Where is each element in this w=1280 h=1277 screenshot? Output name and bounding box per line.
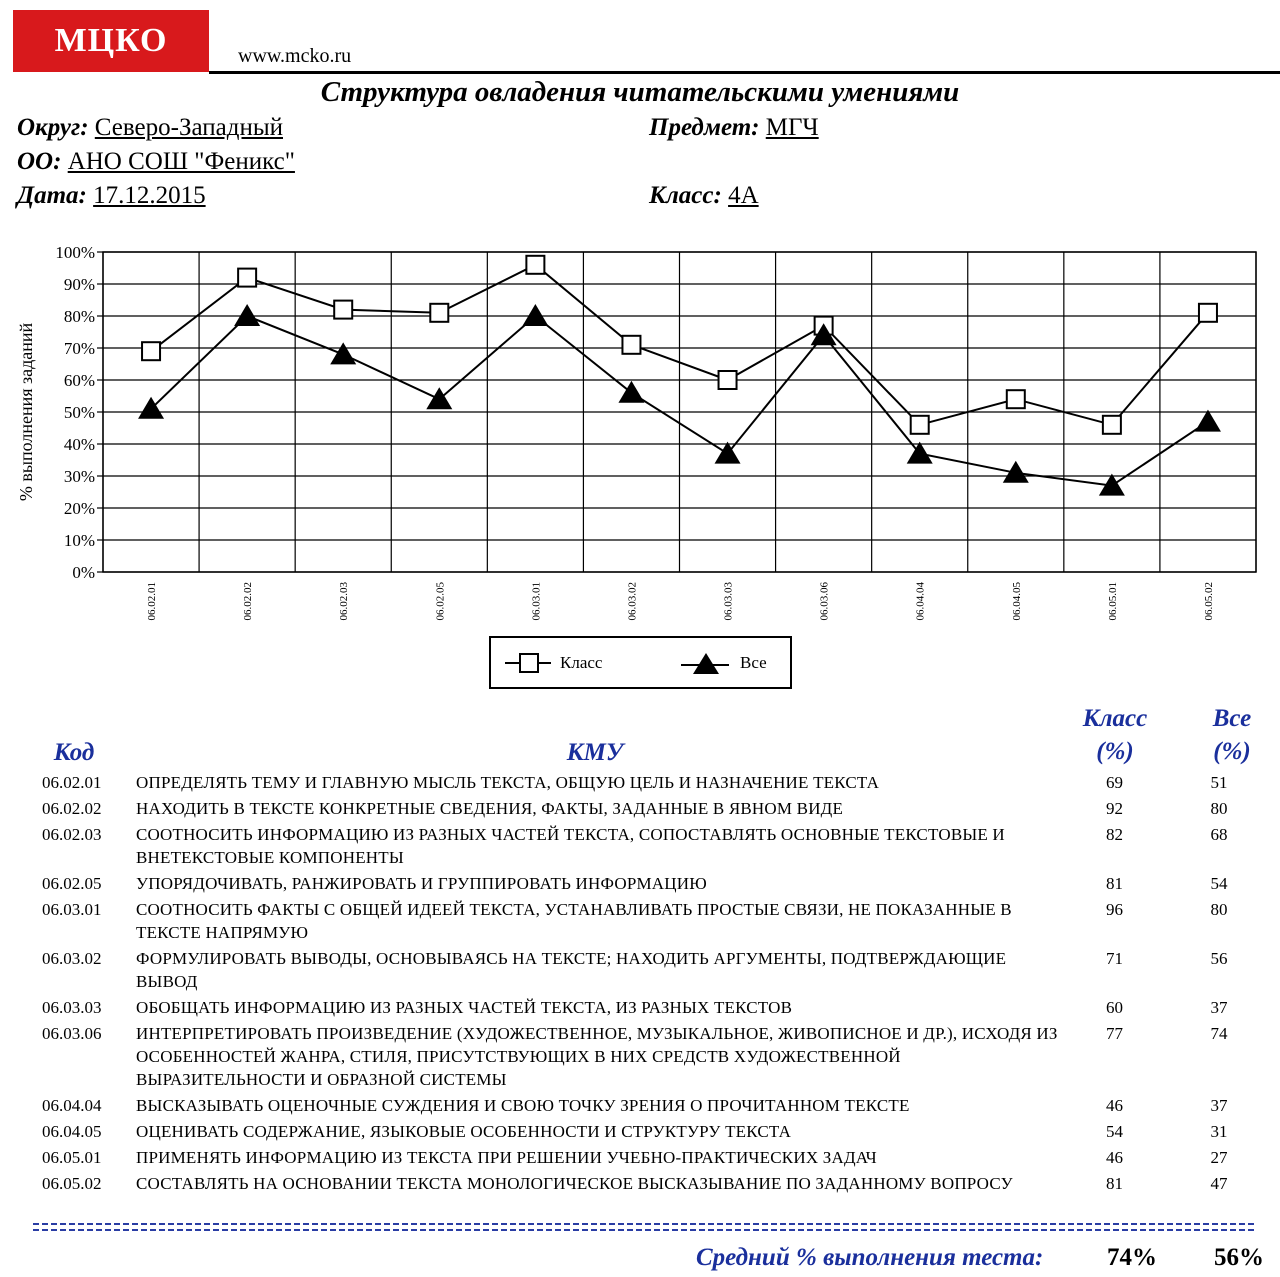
x-tick-label: 06.02.01	[146, 582, 159, 621]
x-tick-label: 06.05.01	[1106, 582, 1119, 621]
x-tick-label: 06.03.03	[722, 582, 735, 621]
table-row	[0, 771, 1280, 794]
row-text: ИНТЕРПРЕТИРОВАТЬ ПРОИЗВЕДЕНИЕ (ХУДОЖЕСТВЕННОЕ, МУЗЫКАЛЬНОЕ, ЖИВОПИСНОЕ И ДР.), ИСХОДЯ ИЗ ОСОБЕННОСТЕЙ ЖАНРА, СТИЛЯ, ПРИСУТСТВУЮЩИХ В НИХ СРЕДСТВ ХУДОЖЕСТВЕННОЙ ВЫРАЗИТЕЛЬНОСТИ И ОБРАЗНОЙ СИСТЕМЫ	[136, 1024, 1058, 1089]
row-text: СООТНОСИТЬ ИНФОРМАЦИЮ ИЗ РАЗНЫХ ЧАСТЕЙ ТЕКСТА, СОПОСТАВЛЯТЬ ОСНОВНЫЕ ТЕКСТОВЫЕ И ВНЕТЕКСТОВЫЕ КОМПОНЕНТЫ	[136, 825, 1005, 867]
row-class-percent: 82	[1106, 825, 1123, 844]
footer-all-average: 56%	[1214, 1244, 1264, 1271]
row-text: ОБОБЩАТЬ ИНФОРМАЦИЮ ИЗ РАЗНЫХ ЧАСТЕЙ ТЕКСТА, ИЗ РАЗНЫХ ТЕКСТОВ	[136, 998, 793, 1017]
row-code: 06.03.02	[42, 949, 102, 968]
row-class-percent: 77	[1106, 1024, 1123, 1043]
y-axis-label: % выполнения заданий	[16, 322, 36, 502]
row-text: ОЦЕНИВАТЬ СОДЕРЖАНИЕ, ЯЗЫКОВЫЕ ОСОБЕННОСТИ И СТРУКТУРУ ТЕКСТА	[136, 1122, 792, 1141]
data-point-class	[719, 371, 737, 389]
row-class-percent: 60	[1106, 998, 1123, 1017]
row-class-percent: 54	[1106, 1122, 1123, 1141]
footer-average-label: Средний % выполнения теста:	[696, 1244, 1044, 1271]
row-class-percent: 81	[1106, 1174, 1123, 1193]
table-row	[0, 947, 1280, 993]
x-tick-label: 06.04.04	[914, 582, 927, 621]
y-tick-label: 30%	[63, 467, 95, 486]
table-head-code: Код	[53, 739, 95, 766]
logo	[13, 10, 209, 72]
row-all-percent: 37	[1210, 1096, 1228, 1115]
row-all-percent: 37	[1210, 998, 1228, 1017]
table-row	[0, 898, 1280, 944]
legend-item-class	[503, 638, 602, 687]
x-tick-label: 06.03.01	[530, 582, 543, 621]
y-tick-label: 20%	[63, 499, 95, 518]
row-class-percent: 46	[1106, 1148, 1123, 1167]
meta-subject-label: Предмет:	[649, 114, 760, 141]
y-tick-label: 60%	[63, 371, 95, 390]
row-code: 06.02.02	[42, 799, 102, 818]
row-code: 06.02.01	[42, 773, 102, 792]
table-head-class-line2: (%)	[1096, 738, 1134, 765]
table-row	[0, 1022, 1280, 1091]
meta-org-value: АНО СОШ "Феникс"	[67, 148, 295, 175]
row-code: 06.04.05	[42, 1122, 102, 1141]
footer-divider	[33, 1220, 1255, 1234]
row-text: ФОРМУЛИРОВАТЬ ВЫВОДЫ, ОСНОВЫВАЯСЬ НА ТЕКСТЕ; НАХОДИТЬ АРГУМЕНТЫ, ПОДТВЕРЖДАЮЩИЕ ВЫВОД	[136, 949, 1007, 991]
row-class-percent: 81	[1106, 874, 1123, 893]
meta-district	[17, 114, 283, 142]
table-row	[0, 1172, 1280, 1195]
row-class-percent: 71	[1106, 949, 1123, 968]
table-row	[0, 996, 1280, 1019]
row-all-percent: 56	[1210, 949, 1228, 968]
legend-label-class: Класс	[560, 652, 603, 672]
header-rule	[209, 71, 1280, 74]
row-class-percent: 46	[1106, 1096, 1123, 1115]
table-row	[0, 797, 1280, 820]
legend-square-marker-icon	[503, 648, 553, 678]
meta-class-value: 4А	[728, 182, 759, 209]
table-head-class-line1: Класс	[1082, 705, 1148, 732]
meta-subject	[649, 114, 819, 142]
data-point-class	[238, 269, 256, 287]
table-row	[0, 1094, 1280, 1117]
meta-date-value: 17.12.2015	[93, 182, 206, 209]
x-tick-label: 06.04.05	[1010, 582, 1023, 621]
y-tick-label: 70%	[63, 339, 95, 358]
meta-district-value: Северо-Западный	[94, 114, 283, 141]
site-url[interactable]: www.mcko.ru	[238, 45, 352, 67]
row-all-percent: 68	[1210, 825, 1228, 844]
row-text: УПОРЯДОЧИВАТЬ, РАНЖИРОВАТЬ И ГРУППИРОВАТЬ ИНФОРМАЦИЮ	[136, 874, 707, 893]
row-all-percent: 51	[1210, 773, 1228, 792]
chart-legend	[489, 636, 792, 689]
row-code: 06.02.05	[42, 874, 102, 893]
row-class-percent: 96	[1106, 900, 1123, 919]
footer-class-average: 74%	[1107, 1244, 1157, 1271]
row-all-percent: 47	[1210, 1174, 1228, 1193]
meta-date-label: Дата:	[17, 182, 87, 209]
data-point-class	[911, 416, 929, 434]
meta-class	[649, 182, 759, 210]
kmu-table	[0, 771, 1280, 1198]
row-text: ВЫСКАЗЫВАТЬ ОЦЕНОЧНЫЕ СУЖДЕНИЯ И СВОЮ ТОЧКУ ЗРЕНИЯ О ПРОЧИТАННОМ ТЕКСТЕ	[136, 1096, 910, 1115]
data-point-class	[142, 342, 160, 360]
meta-class-label: Класс:	[649, 182, 722, 209]
table-row	[0, 1120, 1280, 1143]
table-head-kmu: КМУ	[566, 739, 624, 766]
x-tick-label: 06.02.05	[434, 582, 447, 621]
y-tick-label: 0%	[72, 563, 95, 582]
row-all-percent: 74	[1210, 1024, 1228, 1043]
y-tick-label: 80%	[63, 307, 95, 326]
row-code: 06.05.01	[42, 1148, 102, 1167]
table-head-class	[1062, 702, 1168, 768]
y-tick-label: 90%	[63, 275, 95, 294]
y-tick-label: 100%	[55, 243, 95, 262]
row-all-percent: 27	[1210, 1148, 1228, 1167]
x-tick-label: 06.02.02	[242, 582, 255, 621]
data-point-class	[334, 301, 352, 319]
meta-date	[17, 182, 206, 210]
table-head-all-line1: Все	[1212, 705, 1252, 732]
table-row	[0, 1146, 1280, 1169]
y-tick-label: 40%	[63, 435, 95, 454]
x-tick-label: 06.03.06	[818, 582, 831, 621]
legend-item-all	[681, 638, 767, 687]
table-head-all	[1190, 702, 1274, 768]
row-code: 06.03.03	[42, 998, 102, 1017]
row-text: СООТНОСИТЬ ФАКТЫ С ОБЩЕЙ ИДЕЕЙ ТЕКСТА, УСТАНАВЛИВАТЬ ПРОСТЫЕ СВЯЗИ, НЕ ПОКАЗАННЫЕ В ТЕКСТЕ НАПРЯМУЮ	[136, 900, 1012, 942]
data-point-class	[1007, 390, 1025, 408]
logo-text: МЦКО	[54, 22, 168, 59]
row-code: 06.05.02	[42, 1174, 102, 1193]
row-class-percent: 92	[1106, 799, 1123, 818]
x-tick-label: 06.02.03	[338, 582, 351, 621]
row-class-percent: 69	[1106, 773, 1123, 792]
legend-label-all: Все	[740, 652, 767, 672]
row-code: 06.03.06	[42, 1024, 102, 1043]
data-point-class	[622, 336, 640, 354]
row-code: 06.02.03	[42, 825, 102, 844]
data-point-class	[1103, 416, 1121, 434]
row-text: ОПРЕДЕЛЯТЬ ТЕМУ И ГЛАВНУЮ МЫСЛЬ ТЕКСТА, ОБЩУЮ ЦЕЛЬ И НАЗНАЧЕНИЕ ТЕКСТА	[136, 773, 880, 792]
meta-org	[17, 148, 295, 176]
table-row	[0, 872, 1280, 895]
data-point-class	[1199, 304, 1217, 322]
data-point-class	[526, 256, 544, 274]
row-text: НАХОДИТЬ В ТЕКСТЕ КОНКРЕТНЫЕ СВЕДЕНИЯ, ФАКТЫ, ЗАДАННЫЕ В ЯВНОМ ВИДЕ	[136, 799, 844, 818]
x-tick-label: 06.05.02	[1202, 582, 1215, 621]
y-tick-label: 50%	[63, 403, 95, 422]
row-all-percent: 54	[1210, 874, 1228, 893]
row-code: 06.04.04	[42, 1096, 102, 1115]
row-all-percent: 80	[1210, 900, 1228, 919]
row-all-percent: 80	[1210, 799, 1228, 818]
meta-district-label: Округ:	[17, 114, 89, 141]
legend-triangle-marker-icon	[681, 648, 731, 678]
row-code: 06.03.01	[42, 900, 102, 919]
y-tick-label: 10%	[63, 531, 95, 550]
table-row	[0, 823, 1280, 869]
line-chart	[0, 236, 1280, 636]
table-head-all-line2: (%)	[1213, 738, 1251, 765]
meta-org-label: ОО:	[17, 148, 62, 175]
row-text: ПРИМЕНЯТЬ ИНФОРМАЦИЮ ИЗ ТЕКСТА ПРИ РЕШЕНИИ УЧЕБНО-ПРАКТИЧЕСКИХ ЗАДАЧ	[136, 1148, 877, 1167]
page-title: Структура овладения читательскими умениями	[320, 76, 960, 108]
meta-subject-value: МГЧ	[765, 114, 819, 141]
row-all-percent: 31	[1210, 1122, 1228, 1141]
row-text: СОСТАВЛЯТЬ НА ОСНОВАНИИ ТЕКСТА МОНОЛОГИЧЕСКОЕ ВЫСКАЗЫВАНИЕ ПО ЗАДАННОМУ ВОПРОСУ	[136, 1174, 1013, 1193]
data-point-class	[430, 304, 448, 322]
x-tick-label: 06.03.02	[626, 582, 639, 621]
